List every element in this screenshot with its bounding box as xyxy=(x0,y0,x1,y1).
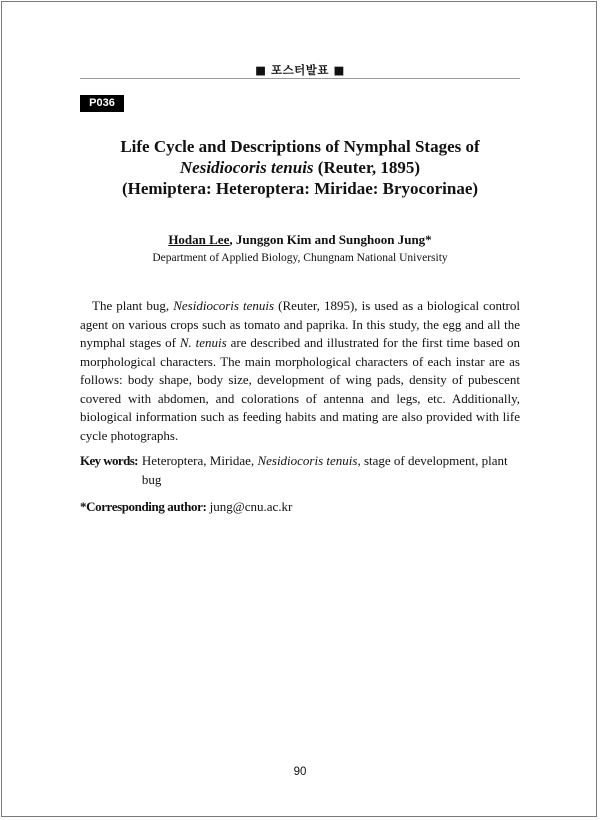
abstract-paragraph xyxy=(80,297,520,445)
keywords-list xyxy=(142,452,520,489)
corresponding-author xyxy=(80,499,520,515)
corresponding-label: *Corresponding author: xyxy=(80,499,207,514)
title-line-3: (Hemiptera: Heteroptera: Miridae: Bryocorinae) xyxy=(121,179,479,198)
abstract-species-abbrev: N. tenuis xyxy=(179,335,227,350)
affiliation: Department of Applied Biology, Chungnam National University xyxy=(152,252,448,264)
abstract-text: are described and illustrated for the first time based on morphological characters. The main morphological characters of each instar are as follows: body shape, body size, development of wing pads, density of pubescent covered with abdomen, and colorations of antenna and legs, etc. Additionally, biological information such as feeding habits and mating are also provided with life cycle photographs. xyxy=(80,335,520,443)
section-header: ■ 포스터발표 ■ xyxy=(255,63,345,77)
keywords-label: Key words: xyxy=(80,453,138,468)
keywords-species: Nesidiocoris tenuis, xyxy=(257,453,361,468)
abstract-text: (Reuter, 1895), is used as a biological control agent on various crops such as tomato and paprika. In this study, the egg and all the nymphal stages of xyxy=(80,298,520,350)
title-authority: (Reuter, 1895) xyxy=(313,158,421,177)
paper-title xyxy=(60,136,540,199)
header-rule xyxy=(80,78,520,79)
title-species: Nesidiocoris tenuis xyxy=(179,158,314,177)
paper-code-badge: P036 xyxy=(80,95,124,112)
abstract-text: The plant bug, xyxy=(92,298,174,313)
title-line-2 xyxy=(60,157,540,178)
presenting-author: Hodan Lee xyxy=(168,232,230,247)
title-line-1: Life Cycle and Descriptions of Nymphal Stages of xyxy=(120,137,480,156)
author-list xyxy=(60,232,540,248)
keywords-text: Heteroptera, Miridae, xyxy=(141,453,258,468)
keywords-text: stage of development, plant bug xyxy=(141,453,508,487)
keywords xyxy=(80,452,520,489)
page-number: 90 xyxy=(293,766,307,778)
co-authors: , Junggon Kim and Sunghoon Jung* xyxy=(229,232,432,247)
corresponding-email: jung@cnu.ac.kr xyxy=(206,499,293,514)
abstract-species: Nesidiocoris tenuis xyxy=(173,298,275,313)
